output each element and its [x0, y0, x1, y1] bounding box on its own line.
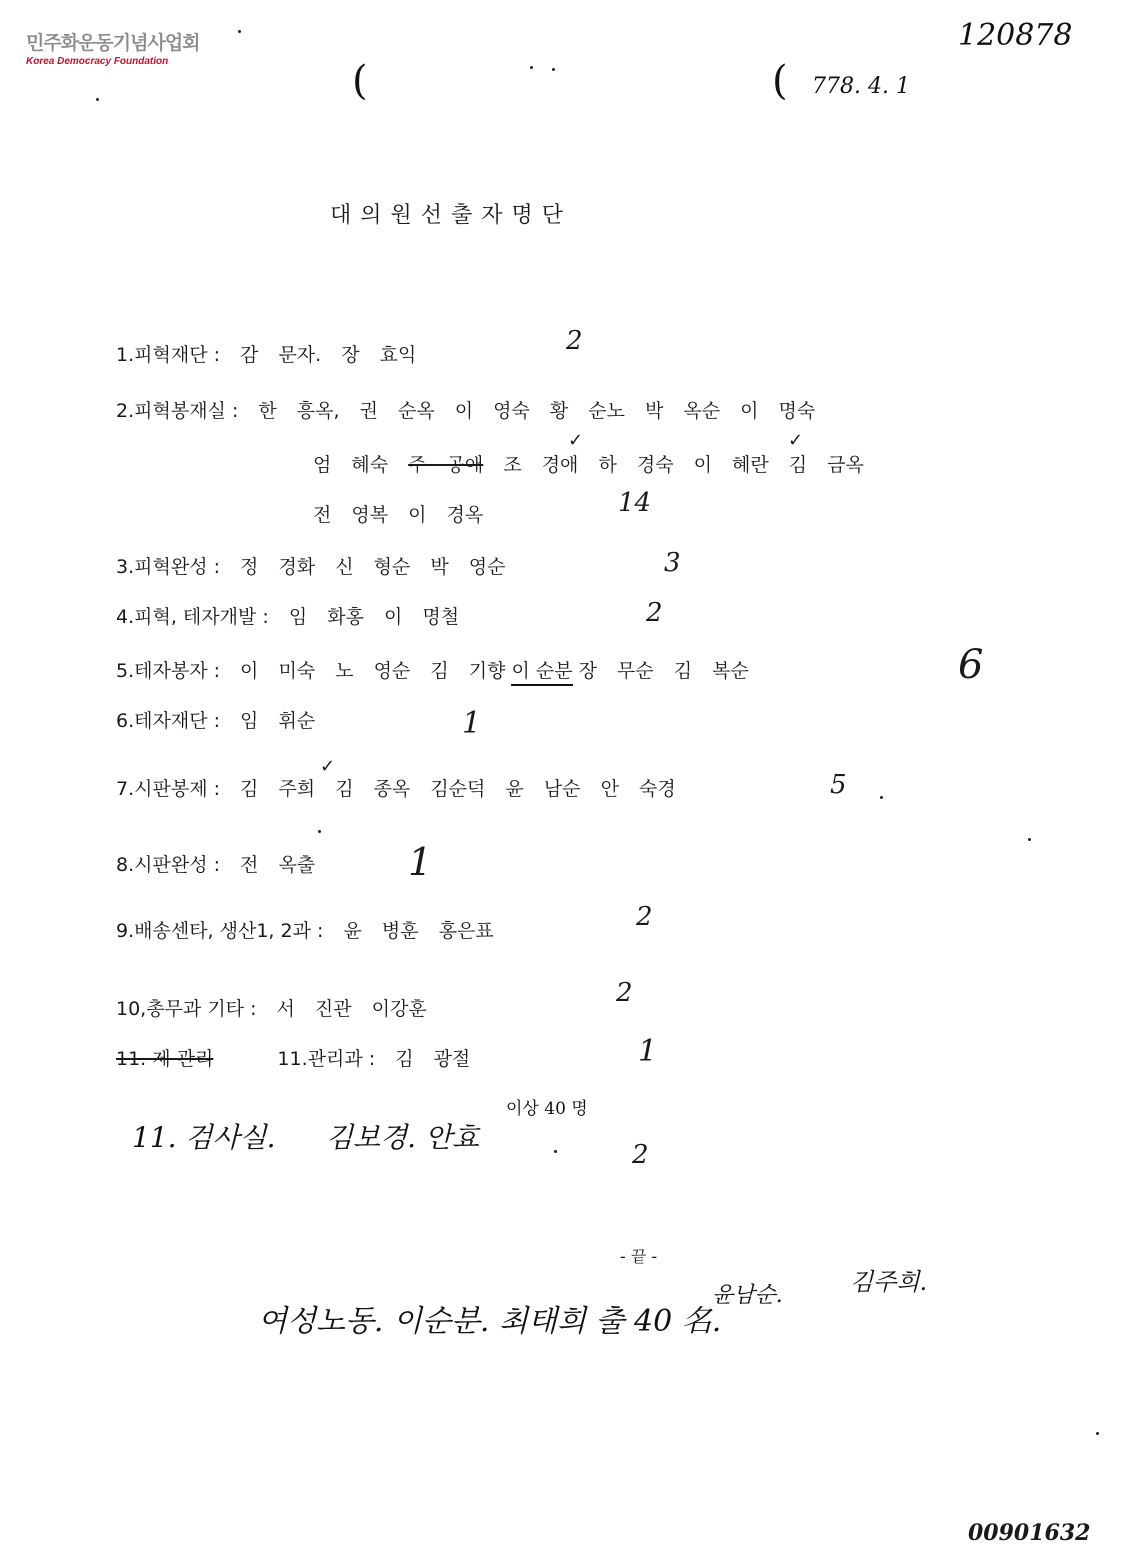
document-title: 대의원선출자명단 — [330, 203, 573, 228]
handwritten-count: 2 — [566, 326, 583, 356]
handwritten-label: 11. 검사실. — [132, 1121, 276, 1154]
total-note: 이상 40 명 — [506, 1099, 588, 1119]
list-item — [116, 602, 459, 629]
list-item — [116, 916, 494, 943]
department-label: 3.피혁완성 : — [116, 556, 220, 578]
handwritten-count: 1 — [408, 840, 433, 884]
list-item — [116, 706, 315, 733]
struck-label: 11. 제 관리 — [116, 1048, 214, 1070]
handwritten-count: 5 — [830, 770, 847, 800]
list-item — [116, 656, 749, 683]
list-item — [116, 850, 315, 877]
list-item — [116, 340, 416, 367]
scan-speck — [238, 30, 241, 33]
names: 김 광절 — [395, 1048, 471, 1070]
handwritten-count: 3 — [664, 548, 681, 578]
names: 전 옥출 — [240, 854, 316, 876]
names: 장 무순 김 복순 — [578, 660, 749, 682]
department-label: 7.시판봉제 : — [116, 778, 220, 800]
department-label: 1.피혁재단 : — [116, 344, 220, 366]
names: 윤 병훈 홍은표 — [343, 920, 494, 942]
scan-speck — [554, 1150, 557, 1153]
department-label: 11.관리과 : — [277, 1048, 376, 1070]
department-label: 4.피혁, 테자개발 : — [116, 606, 269, 628]
scan-speck — [1096, 1432, 1099, 1435]
department-label: 5.테자봉자 : — [116, 660, 220, 682]
names: 서 진관 이강훈 — [276, 998, 427, 1020]
names-continued: 엄 혜숙 주 공애 조 경애 하 경숙 이 혜란 김 금옥 — [313, 454, 864, 476]
struck-name: 주 공애 — [408, 454, 484, 476]
department-label: 9.배송센타, 생산1, 2과 : — [116, 920, 324, 942]
names-continued: 전 영복 이 경옥 — [313, 504, 484, 526]
corner-note: 778. 4. 1 — [812, 74, 910, 99]
handwritten-count: 14 — [618, 488, 652, 518]
department-label: 6.테자재단 : — [116, 710, 220, 732]
names: 김 주희 김 종옥 김순덕 윤 남순 안 숙경 — [240, 778, 676, 800]
handwritten-bottom-note: 여성노동. 이순분. 최태희 출 40 名. — [258, 1304, 722, 1339]
handwritten-count: 2 — [632, 1140, 649, 1170]
scan-speck — [318, 830, 321, 833]
check-mark-icon: ✓ — [788, 430, 804, 451]
list-item — [116, 552, 505, 579]
handwritten-bottom-note-3: 김주희. — [850, 1268, 928, 1296]
department-label: 10,총무과 기타 : — [116, 998, 257, 1020]
check-mark-icon: ✓ — [568, 430, 584, 451]
handwritten-count: 6 — [958, 642, 984, 688]
handwritten-count: 2 — [646, 598, 663, 628]
list-item — [116, 774, 676, 801]
names: 이 미숙 노 영순 김 기향 — [240, 660, 506, 682]
document-number: 120878 — [958, 18, 1073, 53]
list-item — [116, 396, 815, 423]
names: 한 흥옥, 권 순옥 이 영숙 황 순노 박 옥순 이 명숙 — [258, 400, 816, 422]
names: 정 경화 신 형순 박 영순 — [240, 556, 506, 578]
department-label: 8.시판완성 : — [116, 854, 220, 876]
scan-bracket-mark: ( — [772, 58, 788, 104]
handwritten-names: 김보경. 안효 — [326, 1121, 480, 1154]
scan-speck — [552, 68, 555, 71]
names: 감 문자. 장 효익 — [240, 344, 417, 366]
scan-speck — [96, 98, 99, 101]
list-item — [116, 994, 427, 1021]
logo-korean: 민주화운동기념사업회 — [26, 32, 200, 54]
scan-speck — [1028, 838, 1031, 841]
underlined-name: 이 순분 — [511, 660, 572, 686]
handwritten-count: 2 — [616, 978, 633, 1008]
handwritten-count: 1 — [638, 1034, 658, 1069]
archive-number: 00901632 — [968, 1520, 1091, 1546]
handwritten-bottom-note-2: 윤남순. — [712, 1283, 783, 1308]
handwritten-count: 1 — [462, 706, 482, 741]
foundation-logo — [26, 28, 200, 67]
names: 임 휘순 — [240, 710, 316, 732]
names: 임 화홍 이 명철 — [288, 606, 460, 628]
scan-bracket-mark: ( — [352, 58, 368, 104]
handwritten-count: 2 — [636, 902, 653, 932]
check-mark-icon: ✓ — [320, 756, 336, 777]
scan-speck — [880, 796, 883, 799]
logo-english: Korea Democracy Foundation — [26, 56, 169, 67]
department-label: 2.피혁봉재실 : — [116, 400, 239, 422]
list-item — [116, 1044, 470, 1071]
scan-speck — [530, 66, 533, 69]
end-mark: - 끝 - — [620, 1247, 658, 1266]
